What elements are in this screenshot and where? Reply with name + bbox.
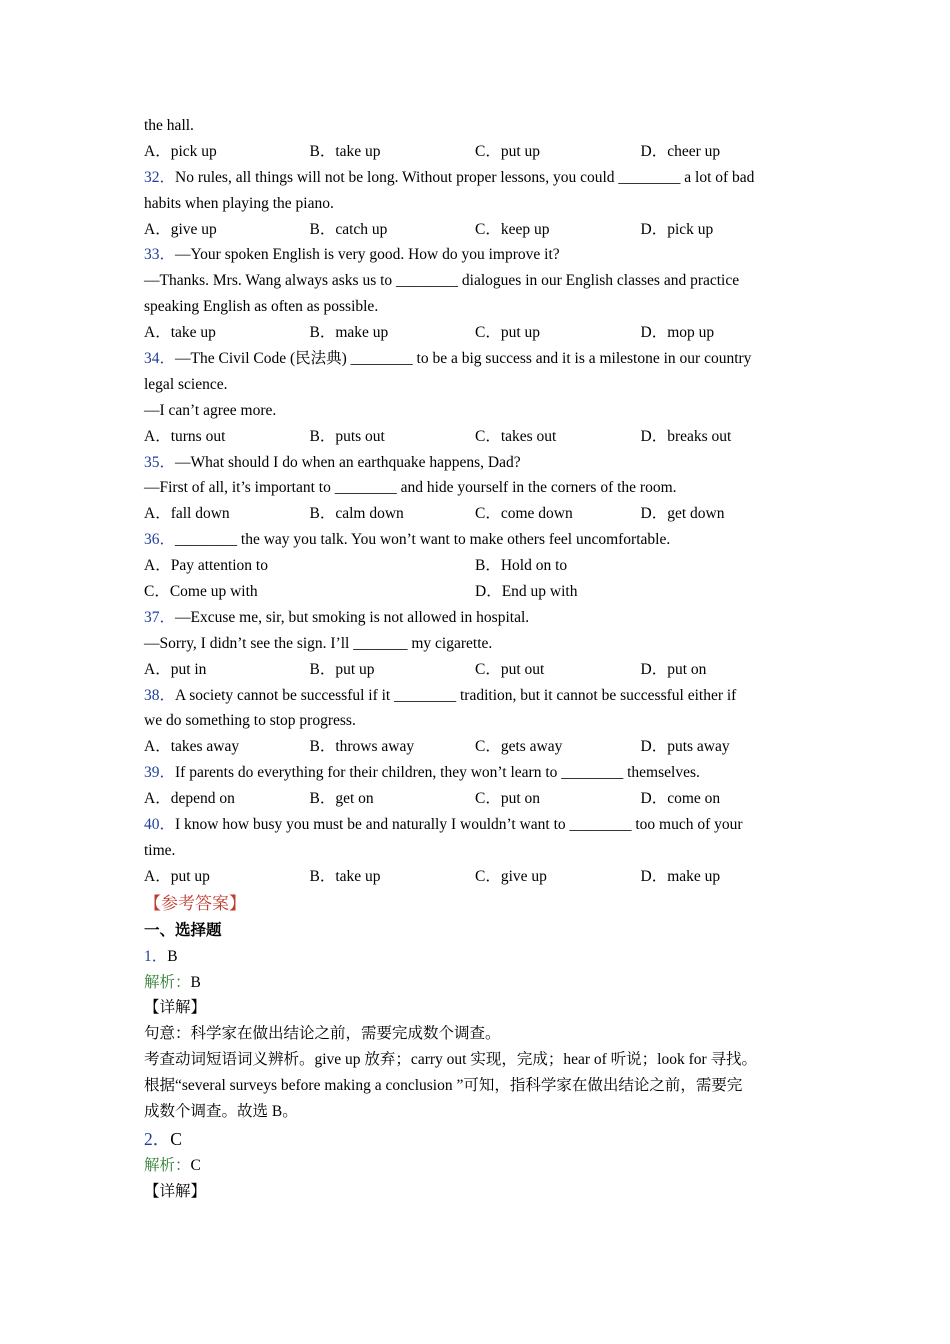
options-row (144, 217, 809, 243)
option-a: A．Pay attention to (144, 557, 268, 575)
question-text: I know how busy you must be and naturally I wouldn’t want to ________ too much of your (175, 816, 743, 834)
option-c: C．come down (475, 505, 573, 523)
question-40 (144, 812, 809, 890)
question-text: —Sorry, I didn’t see the sign. I’ll _______ my cigarette. (144, 634, 493, 652)
option-b: B．take up (309, 142, 381, 160)
options-row (144, 553, 809, 579)
options-row (144, 786, 809, 812)
analysis-value: B (190, 973, 201, 991)
question-text: —Excuse me, sir, but smoking is not allowed in hospital. (175, 608, 530, 626)
question-text: No rules, all things will not be long. Without proper lessons, you could ________ a lot of bad (175, 168, 755, 186)
question-text: A society cannot be successful if it ________ tradition, but it cannot be successful either if (175, 686, 737, 704)
question-36 (144, 527, 809, 605)
question-text: ________ the way you talk. You won’t want to make others feel uncomfortable. (175, 531, 671, 549)
question-text: legal science. (144, 375, 228, 393)
option-b: B．get on (309, 790, 374, 808)
question-number: 35． (144, 453, 176, 471)
question-number: 37． (144, 608, 176, 626)
question-number: 39． (144, 764, 176, 782)
options-row (144, 734, 809, 760)
question-33 (144, 242, 809, 346)
option-b: B．take up (309, 867, 381, 885)
option-c: C．put up (475, 324, 541, 342)
detail-label: 【详解】 (144, 999, 207, 1017)
options-row (144, 657, 809, 683)
option-a: A．give up (144, 220, 217, 238)
option-c: C．put out (475, 660, 545, 678)
analysis-value: C (190, 1156, 201, 1174)
option-c: C．put on (475, 790, 541, 808)
question-37 (144, 605, 809, 683)
option-d: D．breaks out (640, 427, 732, 445)
question-number: 40． (144, 816, 176, 834)
option-b: B．calm down (309, 505, 404, 523)
options-row (144, 501, 809, 527)
options-row (144, 579, 809, 605)
option-d: D．put on (640, 660, 707, 678)
section-title: 一、选择题 (144, 921, 222, 939)
question-text: —Your spoken English is very good. How do you improve it? (175, 246, 560, 264)
option-d: D．mop up (640, 324, 715, 342)
question-text: —I can’t agree more. (144, 401, 277, 419)
question-text: we do something to stop progress. (144, 712, 356, 730)
option-d: D．End up with (475, 583, 578, 601)
question-number: 36． (144, 531, 176, 549)
question-number: 38． (144, 686, 176, 704)
answer-key-heading: 【参考答案】 (144, 893, 246, 913)
option-c: C．takes out (475, 427, 557, 445)
options-row (144, 864, 809, 890)
explanation-line: 句意：科学家在做出结论之前，需要完成数个调查。 (144, 1025, 501, 1043)
question-34 (144, 346, 809, 450)
option-a: A．fall down (144, 505, 230, 523)
question-text: —Thanks. Mrs. Wang always asks us to ________ dialogues in our English classes and practice (144, 272, 740, 290)
option-a: A．turns out (144, 427, 226, 445)
option-c: C．give up (475, 867, 547, 885)
option-a: A．take up (144, 324, 216, 342)
worksheet-page (144, 113, 809, 1205)
option-a: A．pick up (144, 142, 217, 160)
option-c: C．keep up (475, 220, 550, 238)
question-38 (144, 683, 809, 761)
option-b: B．catch up (309, 220, 388, 238)
option-c: C．gets away (475, 738, 563, 756)
question-text: —First of all, it’s important to ________ and hide yourself in the corners of the room. (144, 479, 677, 497)
question-text: —What should I do when an earthquake happens, Dad? (175, 453, 521, 471)
question-35 (144, 450, 809, 528)
analysis-label: 解析： (144, 973, 191, 991)
option-b: B．make up (309, 324, 389, 342)
option-b: B．Hold on to (475, 557, 568, 575)
analysis-label: 解析： (144, 1156, 191, 1174)
answer-2 (144, 1125, 809, 1205)
options-row (144, 320, 809, 346)
question-number: 33． (144, 246, 176, 264)
question-31-tail: the hall. (144, 117, 194, 134)
question-39 (144, 760, 809, 812)
answer-number: 2． (144, 1128, 171, 1149)
question-number: 32． (144, 168, 176, 186)
option-a: A．put up (144, 867, 210, 885)
option-b: B．throws away (309, 738, 415, 756)
option-b: B．put up (309, 660, 375, 678)
option-a: A．takes away (144, 738, 240, 756)
question-text: time. (144, 841, 176, 859)
answer-value: B (167, 947, 178, 965)
question-text: speaking English as often as possible. (144, 298, 379, 316)
question-31-options (144, 139, 809, 165)
answer-number: 1． (144, 947, 168, 965)
explanation-line: 考查动词短语词义辨析。give up 放弃；carry out 实现，完成；hear of 听说；look for 寻找。 (144, 1051, 758, 1069)
explanation-line: 成数个调查。故选 B。 (144, 1102, 298, 1120)
option-d: D．get down (640, 505, 725, 523)
detail-label: 【详解】 (144, 1182, 207, 1200)
answer-1 (144, 944, 809, 1125)
option-d: D．come on (640, 790, 721, 808)
answer-value: C (170, 1128, 182, 1149)
option-c: C．Come up with (144, 583, 258, 601)
question-32 (144, 165, 809, 243)
question-text: If parents do everything for their children, they won’t learn to ________ themselves. (175, 764, 700, 782)
option-a: A．put in (144, 660, 207, 678)
options-row (144, 424, 809, 450)
option-a: A．depend on (144, 790, 235, 808)
option-d: D．cheer up (640, 142, 721, 160)
option-c: C．put up (475, 142, 541, 160)
explanation-line: 根据“several surveys before making a conclusion ”可知，指科学家在做出结论之前，需要完 (144, 1077, 743, 1095)
question-text: habits when playing the piano. (144, 194, 334, 212)
option-d: D．make up (640, 867, 721, 885)
question-text: —The Civil Code (民法典) ________ to be a big success and it is a milestone in our country (175, 350, 752, 368)
option-b: B．puts out (309, 427, 385, 445)
option-d: D．pick up (640, 220, 714, 238)
option-d: D．puts away (640, 738, 730, 756)
question-number: 34． (144, 350, 176, 368)
